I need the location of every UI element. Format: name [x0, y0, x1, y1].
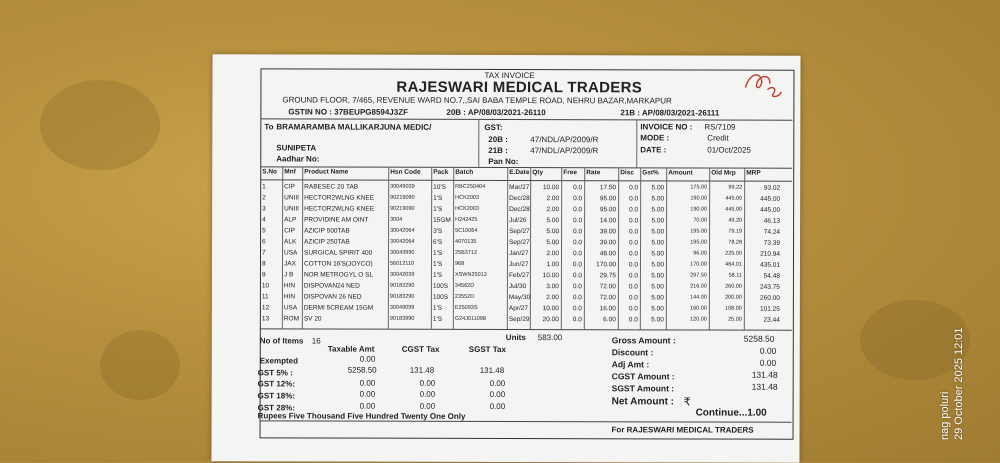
table-cell: 445.00 [760, 206, 781, 214]
table-cell: 90219090 [390, 194, 415, 201]
amount-in-words: Rupees Five Thousand Five Hundred Twenty One Only [257, 411, 466, 421]
table-header-cell: Batch [455, 168, 474, 176]
gstin: GSTIN NO : 37BEUPG8594J3ZF [288, 107, 408, 117]
aadhar-label: Aadhar No: [276, 154, 320, 164]
cust-20b-label: 20B : [488, 134, 508, 145]
table-cell: 2.00 [546, 250, 560, 258]
table-cell: 2 [262, 194, 266, 202]
table-cell: DISPOVAN24 NED [303, 282, 360, 290]
gst12-taxable: 0.00 [359, 378, 376, 388]
table-cell: 6.00 [603, 316, 616, 324]
adj-label: Adj Amt : [611, 359, 650, 370]
table-cell: XSWN25013 [454, 271, 487, 278]
table-cell: 90219090 [390, 205, 415, 212]
table-cell: 95.00 [599, 206, 617, 214]
table-cell: G24J011098 [454, 315, 486, 322]
table-cell: 5.00 [546, 228, 560, 236]
table-cell: 200.00 [725, 294, 742, 301]
watermark-name: nag poluri [939, 391, 951, 440]
table-cell: 0.0 [628, 283, 638, 291]
table-cell: 54.48 [763, 272, 780, 280]
table-cell: 190.00 [690, 195, 708, 202]
to-label: To [264, 122, 274, 132]
gross-label: Gross Amount : [611, 335, 676, 346]
table-cell: 445.00 [725, 195, 743, 202]
table-cell: SURGICAL SPIRIT 400 [304, 249, 373, 257]
table-cell: 78.28 [728, 239, 743, 246]
table-cell: 0.0 [573, 184, 583, 192]
table-cell: 49.20 [728, 217, 743, 224]
table-cell: J B [283, 271, 294, 279]
units-total: 583.00 [537, 333, 563, 343]
table-cell: 5.00 [651, 305, 664, 313]
table-cell: Sep/27 [509, 239, 530, 247]
table-cell: Dec/28 [509, 206, 530, 214]
table-header-cell: Qty [532, 169, 544, 177]
gst5-sgst: 131.48 [479, 365, 505, 375]
table-cell: 30042064 [390, 227, 415, 234]
table-cell: 1.00 [546, 261, 559, 269]
company-address: GROUND FLOOR, 7/465, REVENUE WARD NO.7,,SAI BABA TEMPLE ROAD, NEHRU BAZAR,MARKAPUR [282, 95, 672, 106]
table-cell: 968 [454, 260, 465, 267]
table-cell: 0.0 [572, 305, 582, 313]
items-table [213, 54, 801, 56]
table-cell: 90183990 [389, 315, 415, 322]
photo-watermark [938, 327, 966, 440]
table-cell: 0.0 [628, 250, 639, 258]
table-cell: 29.75 [599, 272, 616, 280]
table-cell: 6 [262, 238, 266, 246]
table-cell: Apr/27 [508, 305, 529, 313]
gst18-taxable: 0.00 [359, 389, 376, 399]
table-cell: 101.25 [759, 305, 780, 313]
table-cell: 2.00 [546, 294, 559, 302]
table-cell: 0.0 [629, 184, 639, 192]
table-cell: 90183290 [389, 293, 415, 300]
table-cell: 0.0 [572, 272, 582, 280]
table-cell: 79.19 [728, 228, 743, 235]
invoice-paper [211, 54, 800, 463]
table-cell: 170.00 [690, 261, 707, 268]
invoice-no: RS/7109 [704, 122, 736, 132]
gst5-taxable: 5258.50 [347, 365, 377, 375]
table-cell: HCK2003 [455, 205, 479, 212]
table-cell: RBC250404 [455, 183, 486, 190]
table-cell: 0.0 [572, 294, 582, 302]
table-cell: 5.00 [651, 316, 664, 324]
table-cell: 15GM [433, 216, 451, 224]
table-cell: 5C10064 [455, 227, 478, 234]
table-cell: 10.00 [542, 305, 559, 313]
table-cell: 0.0 [629, 228, 639, 236]
table-cell: 73.39 [763, 239, 781, 247]
invoice-no-label: INVOICE NO : [640, 122, 693, 132]
customer-divider [636, 119, 637, 167]
table-header-cell: E.Date [509, 169, 530, 177]
table-cell: 120.00 [690, 316, 707, 323]
table-cell: 0.0 [629, 206, 639, 214]
table-cell: 10 [261, 282, 270, 290]
table-cell: Mar/27 [509, 184, 530, 192]
table-cell: 0.0 [573, 195, 583, 203]
table-cell: 4 [262, 216, 266, 224]
table-cell: ALK [284, 238, 297, 246]
table-cell: 1'S [433, 249, 443, 257]
items-count-label: No of Items [259, 336, 304, 346]
table-cell: 3'S [433, 227, 443, 235]
table-cell: 5.00 [546, 217, 560, 225]
items-count: 16 [311, 336, 321, 346]
customer-name: BRAMARAMBA MALLIKARJUNA MEDIC/ [276, 122, 432, 132]
table-cell: 5.00 [651, 294, 664, 302]
table-cell: 0.0 [572, 239, 583, 247]
table-cell: 5.00 [651, 195, 665, 203]
table-cell: 260.00 [759, 294, 780, 302]
gst18-label: GST 18%: [257, 391, 295, 401]
table-cell: 72.00 [599, 283, 616, 291]
table-cell: 10'S [433, 183, 447, 191]
date-label: DATE : [640, 145, 667, 155]
table-cell: E25093S [454, 304, 478, 311]
gst18-cgst: 0.00 [419, 389, 436, 399]
table-cell: 100S [432, 282, 449, 290]
table-cell: 1'S [433, 205, 443, 213]
company-name: RAJESWARI MEDICAL TRADERS [396, 78, 643, 97]
table-cell: 190.00 [690, 206, 708, 213]
table-cell: CIP [284, 183, 296, 191]
discount-amount: 0.00 [759, 345, 777, 356]
table-cell: HECTOR2WLNG KNEE [304, 205, 375, 213]
gst12-sgst: 0.00 [489, 378, 506, 388]
gross-amount: 5258.50 [743, 333, 775, 344]
license-21b: 21B : AP/08/03/2021-26111 [620, 108, 720, 118]
table-cell: 0.0 [572, 250, 583, 258]
table-cell: COTTON 16'S(JOYCO) [303, 260, 373, 268]
table-cell: 445.00 [725, 206, 743, 213]
table-stain [40, 80, 160, 170]
table-cell: 3.00 [546, 283, 559, 291]
table-cell: Jul/26 [509, 217, 527, 225]
table-cell: 0.0 [628, 272, 638, 280]
table-cell: 39.00 [599, 239, 617, 247]
table-cell: 5 [262, 227, 266, 235]
table-cell: 30042064 [390, 238, 415, 245]
table-cell: Sep/29 [508, 316, 530, 324]
table-cell: 5.00 [651, 184, 665, 192]
adj-amount: 0.00 [759, 357, 777, 368]
table-cell: 0.0 [628, 294, 638, 302]
table-cell: 30043990 [390, 249, 415, 256]
table-cell: 0.0 [629, 217, 639, 225]
table-cell: 5.00 [651, 272, 664, 280]
table-cell: AZICIP 250TAB [304, 238, 350, 246]
table-cell: 1'S [432, 271, 443, 279]
table-header-cell: MRP [746, 169, 761, 177]
table-cell: SV 20 [303, 315, 322, 323]
gst5-label: GST 5% : [257, 368, 293, 378]
table-cell: 30049039 [390, 183, 415, 190]
table-cell: 16.00 [599, 305, 616, 313]
table-cell: 5.00 [651, 206, 665, 214]
table-cell: HECTOR2WLNG KNEE [304, 194, 375, 202]
table-cell: 34562D [454, 282, 475, 289]
table-cell: NOR METROGYL O SL [303, 271, 374, 279]
table-cell: 17.50 [599, 184, 617, 192]
table-cell: UNIII [284, 194, 299, 202]
table-cell: 2.00 [546, 195, 560, 203]
table-cell: 170.00 [596, 261, 616, 269]
table-cell: 435.01 [760, 261, 780, 269]
table-cell: 0.0 [628, 305, 638, 313]
table-cell: 0.0 [573, 228, 583, 236]
table-cell: 108.00 [725, 305, 742, 312]
pan-label: Pan No: [488, 156, 519, 167]
table-cell: AZICIP 500TAB [304, 227, 350, 235]
signature-line: For RAJESWARI MEDICAL TRADERS [611, 425, 754, 435]
table-cell: 5.00 [546, 239, 560, 247]
table-header-cell: Mnf [284, 168, 296, 176]
table-cell: Feb/27 [508, 272, 530, 280]
table-cell: 144.00 [690, 294, 707, 301]
table-cell: 70.00 [693, 217, 708, 224]
table-cell: 0.0 [573, 206, 583, 214]
table-cell: 30049099 [389, 304, 415, 311]
table-cell: 5.00 [651, 261, 664, 269]
taxable-header: Taxable Amt [327, 344, 375, 354]
red-pen-mark [739, 68, 787, 104]
table-cell: 0.0 [572, 316, 582, 324]
table-cell: Sep/27 [509, 228, 530, 236]
net-amount-label: Net Amount : [611, 396, 675, 408]
table-cell: PROVIDINE AM OINT [304, 216, 369, 224]
table-cell: 30042039 [389, 271, 415, 278]
table-cell: 3004 [390, 216, 403, 223]
table-cell: 0.0 [628, 261, 638, 269]
table-cell: 12 [261, 304, 270, 312]
table-header-cell: S.No [262, 168, 278, 176]
mode: Credit [707, 133, 729, 143]
table-cell: 74.24 [763, 228, 781, 236]
table-header-cell: Old Mrp [711, 169, 736, 177]
table-cell: H242425 [455, 216, 478, 223]
gst-label: GST: [484, 122, 503, 132]
table-header-cell: Disc [620, 169, 634, 177]
customer-place: SUNIPETA [276, 143, 317, 153]
table-cell: 0.0 [572, 283, 582, 291]
table-cell: 445.00 [760, 195, 781, 203]
table-cell: 210.94 [760, 250, 781, 258]
mode-label: MODE : [640, 133, 670, 143]
sgst-header: SGST Tax [468, 344, 506, 355]
sgst-amount: 131.48 [751, 381, 778, 392]
discount-label: Discount : [611, 347, 654, 358]
gst28-label: GST 28%: [257, 403, 295, 413]
table-cell: 4070135 [455, 238, 477, 245]
table-cell: 14.00 [599, 217, 617, 225]
table-cell: 464.01 [725, 261, 742, 268]
table-cell: 0.0 [573, 217, 583, 225]
table-cell: 5.00 [651, 239, 665, 247]
table-cell: 25.00 [728, 316, 742, 323]
table-cell: ROM [283, 315, 300, 323]
table-cell: 1'S [432, 304, 443, 312]
table-cell: 58.11 [728, 272, 742, 279]
table-header-cell: Free [563, 169, 577, 177]
table-cell: 20.00 [542, 316, 559, 324]
table-cell: Dec/28 [509, 195, 530, 203]
gst28-sgst: 0.00 [489, 401, 506, 411]
gst12-cgst: 0.00 [419, 378, 436, 388]
table-cell: 100S [432, 293, 449, 301]
gst18-sgst: 0.00 [489, 389, 506, 399]
exempted-value: 0.00 [359, 354, 376, 364]
table-header-cell: Hsn Code [390, 168, 421, 176]
table-cell: 3 [262, 205, 266, 213]
table-cell: RABESEC 20 TAB [304, 183, 359, 191]
table-header-cell: Rate [586, 169, 601, 177]
table-cell: USA [284, 249, 298, 257]
table-cell: 10.00 [542, 272, 559, 280]
table-cell: 10.00 [542, 184, 560, 192]
doc-title: TAX INVOICE [484, 70, 535, 81]
table-cell: HIN [283, 282, 296, 290]
table-cell: 195.00 [690, 228, 708, 235]
table-cell: 0.0 [628, 316, 638, 324]
table-cell: 93.02 [763, 184, 781, 192]
table-cell: 13 [261, 315, 270, 323]
table-header-cell: Gst% [642, 169, 659, 177]
table-cell: 25B3712 [455, 249, 478, 256]
table-cell: 5.00 [651, 228, 665, 236]
sgst-amount-label: SGST Amount : [611, 383, 675, 394]
table-cell: 99.22 [728, 184, 743, 191]
table-cell: 1'S [433, 194, 443, 202]
table-cell: 96.00 [693, 250, 708, 257]
table-cell: 5.00 [651, 217, 665, 225]
table-cell: 23.44 [763, 316, 780, 324]
table-cell: 23552D [454, 293, 475, 300]
invoice-date: 01/Oct/2025 [707, 145, 751, 155]
table-cell: 225.00 [725, 250, 743, 257]
table-cell: DISPOVAN 26 NED [303, 293, 362, 301]
table-cell: 7 [262, 249, 266, 257]
gst28-taxable: 0.00 [359, 401, 376, 411]
table-cell: Jul/30 [508, 283, 527, 291]
table-cell: 56012110 [389, 260, 415, 267]
table-cell: 160.00 [690, 305, 707, 312]
table-cell: HCK2003 [455, 194, 480, 201]
continue-note: Continue...1.00 [695, 407, 767, 419]
cgst-amount: 131.48 [751, 369, 778, 380]
table-cell: 175.00 [690, 184, 708, 191]
table-cell: UNIII [284, 205, 299, 213]
table-cell: 90183290 [389, 282, 415, 289]
cust-21b-label: 21B : [488, 145, 508, 156]
table-stain [100, 330, 180, 400]
table-cell: 0.0 [629, 195, 639, 203]
table-cell: USA [283, 304, 298, 312]
table-cell: 5.00 [651, 250, 665, 258]
watermark-date: 29 October 2025 12:01 [953, 327, 965, 440]
table-cell: CIP [284, 227, 295, 235]
gst5-cgst: 131.48 [409, 365, 435, 375]
table-cell: 39.00 [599, 228, 617, 236]
table-cell: 297.50 [690, 272, 707, 279]
table-cell: 1'S [432, 315, 443, 323]
exempted-label: Exempted [259, 356, 298, 366]
cgst-header: CGST Tax [401, 344, 440, 354]
units-label: Units [505, 332, 526, 343]
table-cell: 2.00 [546, 206, 560, 214]
table-cell: 46.13 [763, 217, 781, 225]
table-cell: 216.00 [690, 283, 707, 290]
table-cell: HIN [283, 293, 296, 301]
table-cell: 6'S [433, 238, 443, 246]
table-cell: 243.75 [760, 283, 780, 291]
table-cell: 9 [261, 271, 266, 279]
table-cell: Jan/27 [509, 250, 529, 258]
gst28-cgst: 0.00 [419, 401, 436, 411]
license-20b: 20B : AP/08/03/2021-26110 [446, 107, 546, 118]
table-cell: 1'S [432, 260, 443, 268]
table-cell: 48.00 [599, 250, 617, 258]
cust-21b: 47/NDL/AP/2009/R [530, 146, 599, 156]
table-cell: May/30 [508, 294, 531, 302]
table-cell: 95.00 [599, 195, 617, 203]
table-cell: 5.00 [651, 283, 664, 291]
table-cell: 195.00 [690, 239, 708, 246]
table-cell: 72.00 [599, 294, 616, 302]
customer-divider [478, 119, 479, 167]
table-header-cell: Amount [668, 169, 693, 177]
table-cell: DERMI 5CREAM 15GM [303, 304, 374, 312]
table-cell: 0.0 [572, 261, 582, 269]
table-header-cell: Pack [433, 168, 449, 176]
rupee-symbol: ₹ [683, 396, 691, 409]
table-cell: Jun/27 [508, 261, 529, 269]
table-cell: ALP [284, 216, 297, 224]
table-cell: 1 [262, 183, 266, 191]
table-cell: 11 [261, 293, 269, 301]
table-cell: 8 [261, 260, 266, 268]
table-cell: JAX [283, 260, 296, 268]
table-cell: 260.00 [725, 283, 742, 290]
cgst-amount-label: CGST Amount : [611, 371, 675, 382]
cust-20b: 47/NDL/AP/2009/R [530, 135, 599, 145]
gst12-label: GST 12%: [257, 379, 296, 389]
table-cell: 0.0 [628, 239, 639, 247]
table-header-cell: Product Name [304, 168, 349, 176]
